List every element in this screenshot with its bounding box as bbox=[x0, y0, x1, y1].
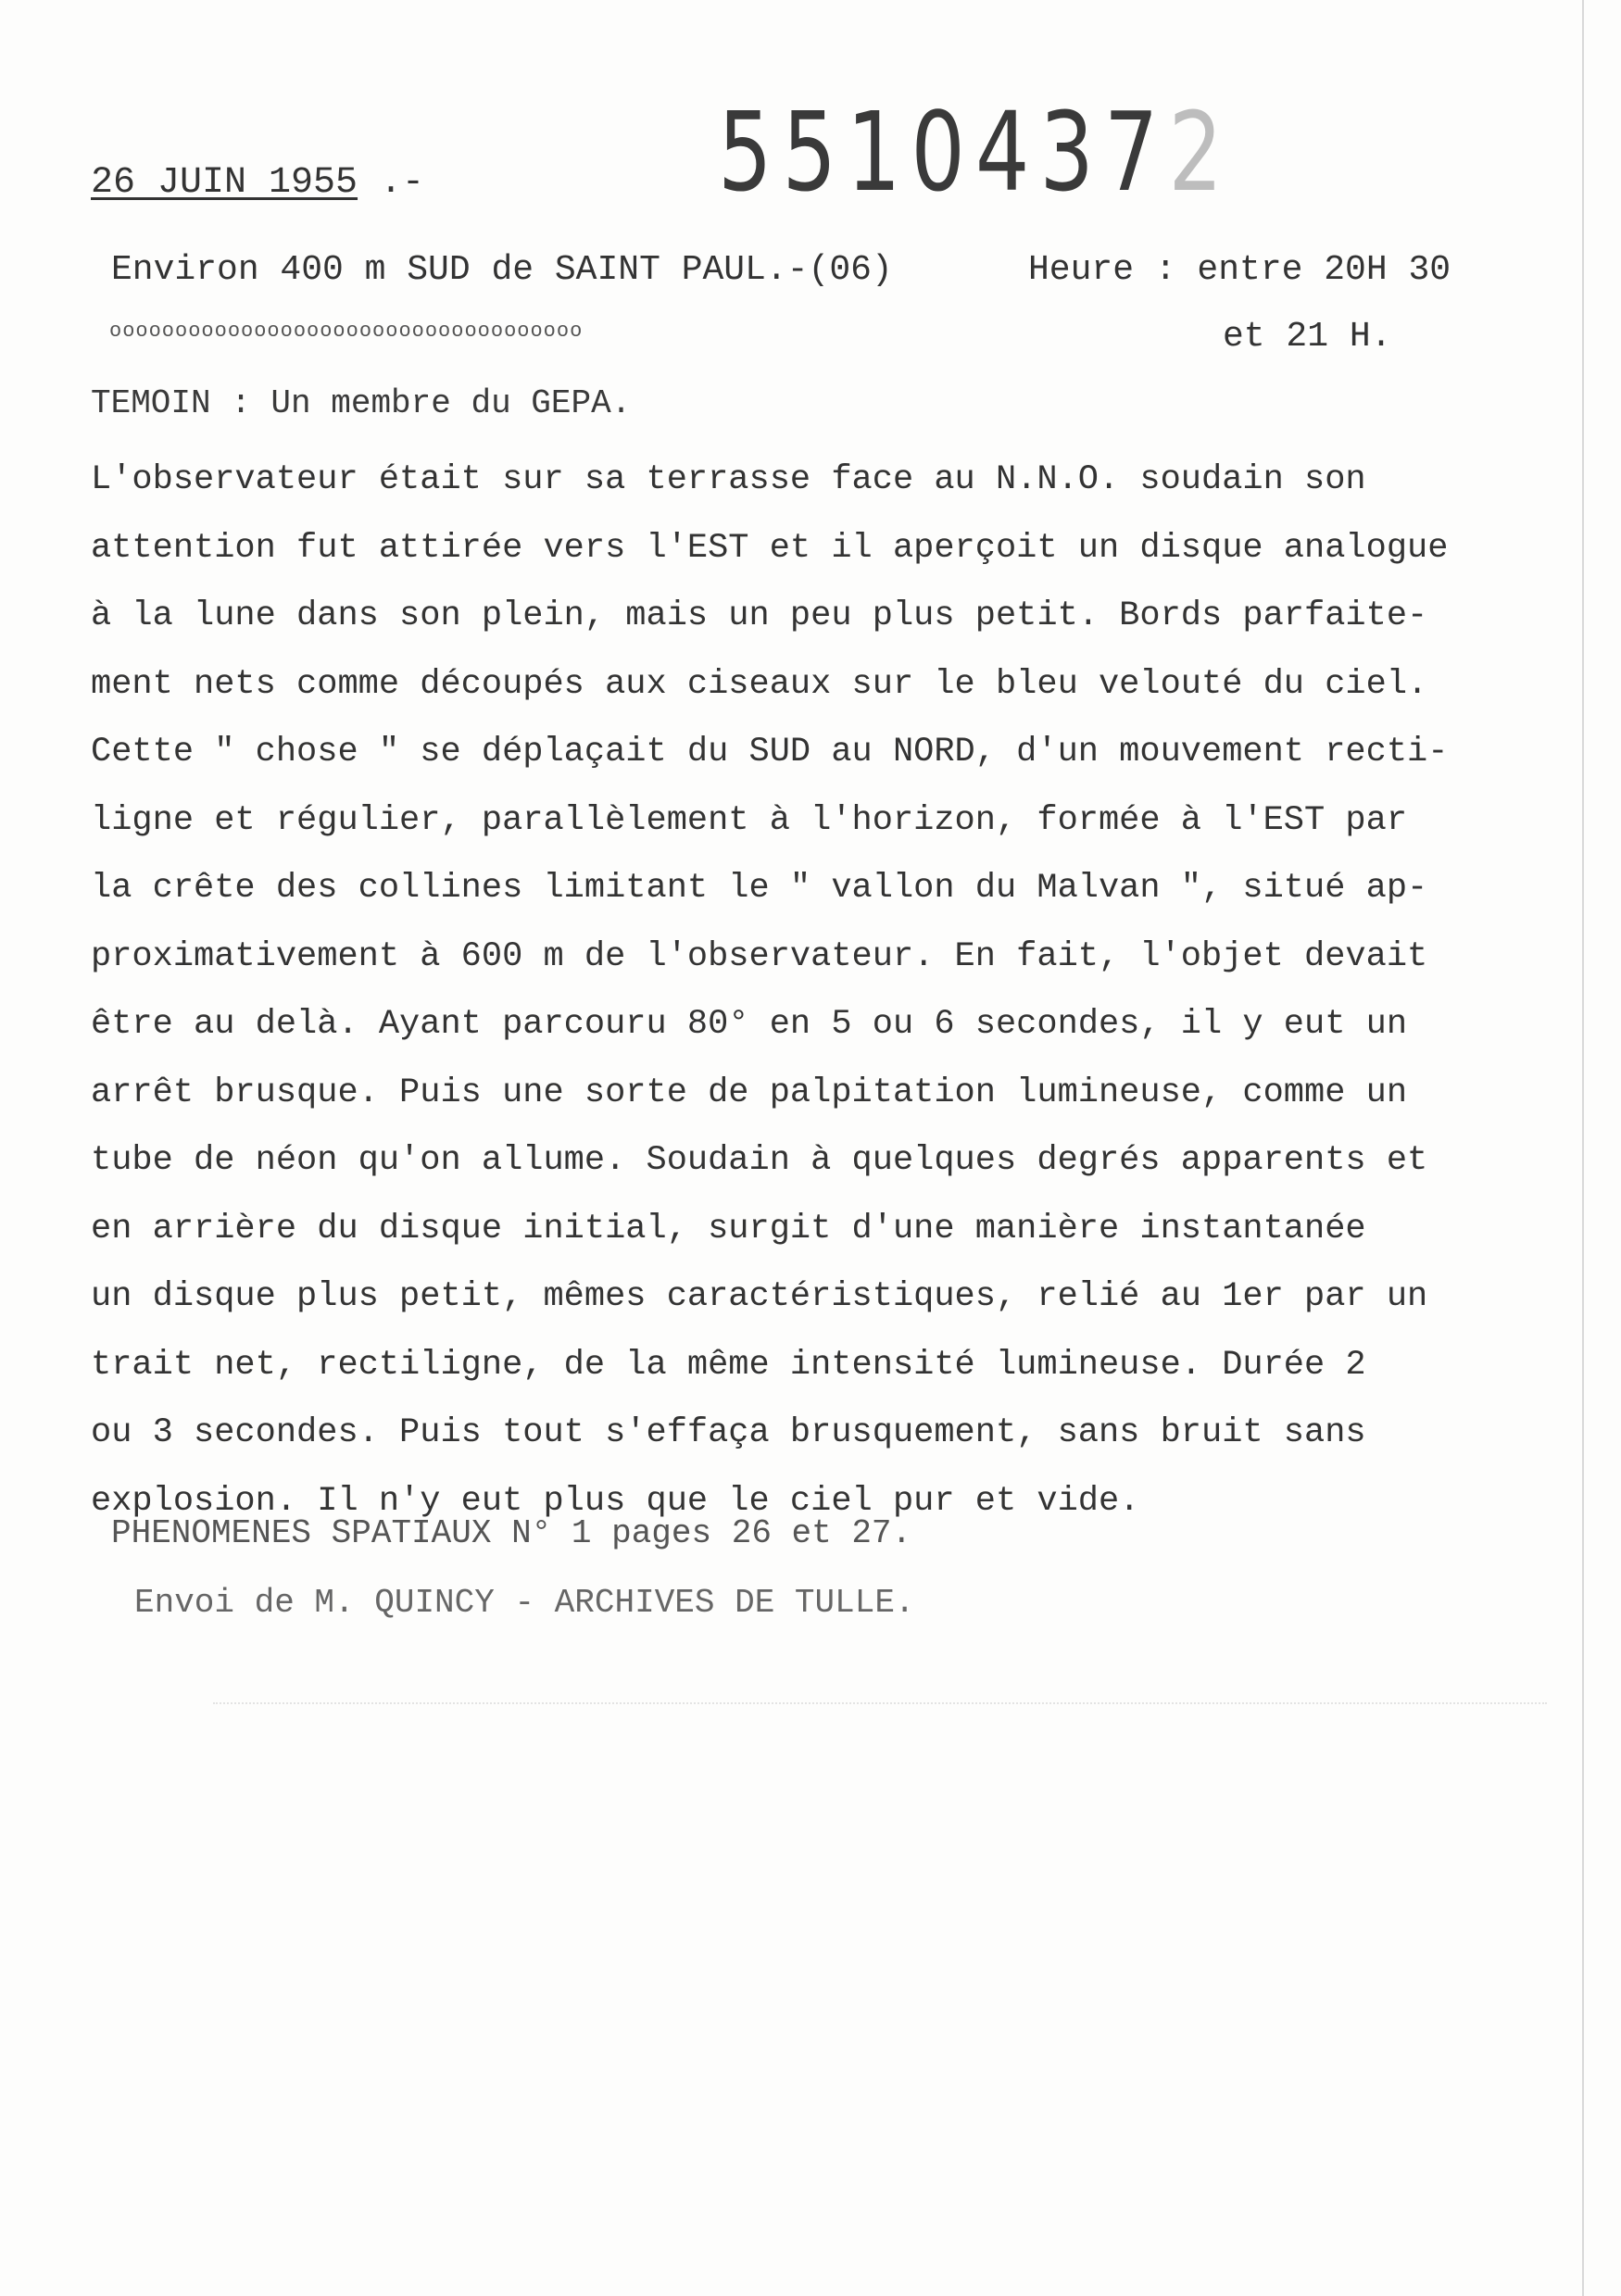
body-line: explosion. Il n'y eut plus que le ciel pur et vide. bbox=[91, 1481, 1140, 1521]
body-line: arrêt brusque. Puis une sorte de palpitation lumineuse, comme un bbox=[91, 1073, 1408, 1112]
report-date-text: 26 JUIN 1955 bbox=[91, 162, 358, 204]
body-line: la crête des collines limitant le " vallon du Malvan ", situé ap- bbox=[91, 869, 1428, 908]
body-line: un disque plus petit, mêmes caractéristiques, relié au 1er par un bbox=[91, 1277, 1428, 1316]
report-date-suffix: .- bbox=[358, 162, 425, 204]
body-line: ligne et régulier, parallèlement à l'horizon, formée à l'EST par bbox=[91, 800, 1408, 840]
body-line: attention fut attirée vers l'EST et il aperçoit un disque analogue bbox=[91, 528, 1449, 568]
source-reference: PHENOMENES SPATIAUX N° 1 pages 26 et 27. bbox=[111, 1514, 912, 1552]
body-line: L'observateur était sur sa terrasse face au N.N.O. soudain son bbox=[91, 460, 1366, 499]
body-line: ment nets comme découpés aux ciseaux sur le bleu velouté du ciel. bbox=[91, 664, 1428, 704]
dotted-separator: oooooooooooooooooooooooooooooooooooo bbox=[109, 320, 584, 343]
body-line: tube de néon qu'on allume. Soudain à quelques degrés apparents et bbox=[91, 1141, 1428, 1180]
time-line-2: et 21 H. bbox=[1223, 317, 1392, 357]
body-line: Cette " chose " se déplaçait du SUD au NORD, d'un mouvement recti- bbox=[91, 733, 1449, 772]
time-line-1: Heure : entre 20H 30 bbox=[1028, 250, 1451, 290]
faint-bleedthrough-line bbox=[213, 1702, 1547, 1706]
document-number bbox=[718, 88, 1233, 216]
report-body bbox=[91, 446, 1573, 1536]
body-line: trait net, rectiligne, de la même intensité lumineuse. Durée 2 bbox=[91, 1345, 1366, 1385]
body-line: ou 3 secondes. Puis tout s'effaça brusquement, sans bruit sans bbox=[91, 1413, 1366, 1452]
body-line: être au delà. Ayant parcouru 80° en 5 ou 6 secondes, il y eut un bbox=[91, 1005, 1408, 1044]
location-line: Environ 400 m SUD de SAINT PAUL.-(06) bbox=[111, 250, 893, 290]
body-line: proximativement à 600 m de l'observateur. En fait, l'objet devait bbox=[91, 936, 1428, 976]
document-number-main: 5510437 bbox=[718, 88, 1169, 216]
page-edge-line bbox=[1582, 0, 1584, 2296]
document-number-last-digit: 2 bbox=[1168, 88, 1233, 216]
witness-line: TEMOIN : Un membre du GEPA. bbox=[91, 384, 632, 422]
report-date bbox=[91, 162, 424, 204]
body-line: à la lune dans son plein, mais un peu plus petit. Bords parfaite- bbox=[91, 596, 1428, 635]
sender-line: Envoi de M. QUINCY - ARCHIVES DE TULLE. bbox=[134, 1584, 915, 1622]
body-line: en arrière du disque initial, surgit d'une manière instantanée bbox=[91, 1209, 1366, 1248]
